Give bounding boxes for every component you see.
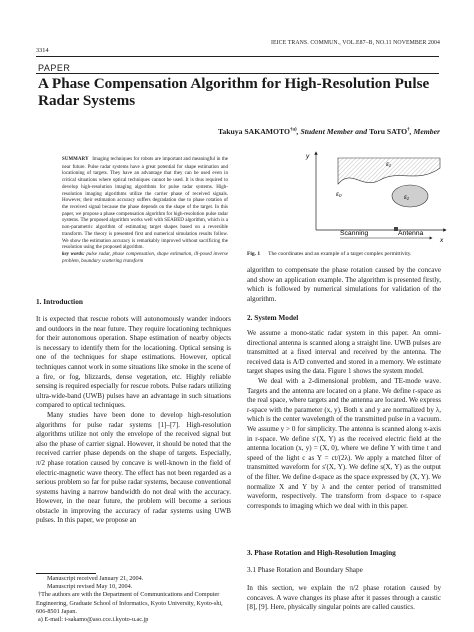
abstract-summary [62, 156, 228, 251]
running-head: IEICE TRANS. COMMUN., VOL.E87–B, NO.11 NOVEMBER 2004 [270, 40, 440, 46]
introduction-text [36, 315, 231, 526]
keywords-text: pulse radar, phase compensation, shape estimation, ill-posed inverse problem, boundary scattering transform [62, 251, 228, 264]
paper-title: A Phase Compensation Algorithm for High-Resolution Pulse Radar Systems [38, 75, 430, 109]
intro-paragraph-1: It is expected that rescue robots will autonomously wander indoors and outdoors in the near future. They require locationing techniques for their autonomous operation. Shape estimation of nearby objects is necessary to identify them for the locationing. Optical sensing is one of the techniques for shape estimations. However, optical techniques cannot work in some situations like smoke in the scene of a fire, or fog, blizzards, dense vegetation, etc. Highly reliable sensing is required especially for rescue robots. Pulse radars utilizing ultra-wide-band (UWB) pulses have an advantage in such situations compared to optical techniques. [36, 315, 231, 410]
author-name-1: Takuya SAKAMOTO [217, 127, 290, 136]
author-connector: and [353, 127, 370, 136]
author-mark-1: †a) [289, 127, 297, 133]
author-line [218, 127, 440, 136]
fig-label-y: y [306, 153, 310, 160]
figure-caption [247, 251, 441, 258]
footnote-revised: Manuscript revised May 10, 2004. [47, 583, 133, 591]
footnote-email: a) E-mail: t-sakamo@aso.cce.i.kyoto-u.ac.jp [38, 616, 149, 624]
target-ellipse [392, 185, 428, 207]
fig-label-eps1-target: ε₁ [404, 194, 409, 201]
figure-1 [300, 150, 448, 245]
fig-label-scanning: Scanning [340, 230, 369, 237]
author-role-1: , Student Member [296, 127, 354, 136]
abstract [62, 156, 228, 265]
keywords-label: key words: [62, 251, 85, 258]
figure-caption-label: Fig. 1 [247, 251, 261, 257]
footnote-rule [36, 573, 96, 574]
author-name-2: Toru SATO [369, 127, 408, 136]
fig-label-eps0: ε₀ [336, 191, 342, 198]
footnotes [36, 575, 231, 624]
phase-paragraph-1: In this section, we explain the π/2 phase rotation caused by concaves. A wave changes its phase after it passes through a caustic [8], [9]. Here, physically singular points are called caustics. [247, 584, 441, 612]
fig-label-x: x [440, 237, 444, 244]
page-number: 3314 [36, 47, 49, 54]
summary-label: SUMMARY [62, 157, 89, 162]
right-column-lead [247, 266, 441, 304]
author-mark-2: † [407, 127, 410, 133]
summary-text: Imaging techniques for robots are important and meaningful in the near future. Pulse radar systems have a great potential for shape estimation and locationing of targets. They have an advantage that they can be used even in critical situations where optical techniques cannot be used. It is thus required to develop high-resolution imaging algorithms for pulse radar systems. High-resolution imaging algorithms utilize the carrier phase of received signals. However, their estimation accuracy suffers degradation due to phase rotation of the received signal because the phase depends on the shape of the target. In this paper, we propose a phase compensation algorithm for high-resolution pulse radar systems. The proposed algorithm works well with SEABED algorithm, which is a non-parametric algorithm of estimating target shapes based on a reversible transform. The theory is presented first and numerical simulation results follow. We show the estimation accuracy is remarkably improved without sacrificing the resolution using the proposed algorithm. [62, 156, 229, 251]
footnote-affiliation: †The authors are with the Department of Communications and Computer Engineering, Graduate School of Informatics, Kyoto University, Kyoto-shi, 606-8501 Japan. [36, 591, 223, 615]
phase-rotation-text [247, 584, 441, 613]
section-heading-phase-rotation: 3. Phase Rotation and High-Resolution Imaging [247, 548, 396, 557]
title-rule [36, 73, 439, 74]
system-paragraph-1: We assume a mono-static radar system in this paper. An omni-directional antenna is scanned along a straight line. UWB pulses are transmitted at a fixed interval and received by the antenna. The received data is A/D converted and stored in a memory. We estimate target shapes using the data. Figure 1 shows the system model. [247, 329, 441, 376]
figure-caption-text: The coordinates and an example of a target complex permittivity. [268, 251, 412, 257]
fig-label-antenna: Antenna [398, 230, 424, 237]
author-role-2: , Member [409, 127, 440, 136]
paper-kind-label: PAPER [38, 63, 71, 73]
subsection-heading-boundary-shape: 3.1 Phase Rotation and Boundary Shape [247, 566, 363, 574]
section-heading-system-model: 2. System Model [247, 313, 299, 322]
header-rule [36, 56, 439, 57]
footnote-received: Manuscript received January 21, 2004. [47, 575, 144, 582]
fig-label-eps1-top: ε₁ [386, 161, 391, 168]
intro-paragraph-2: Many studies have been done to develop high-resolution algorithms for pulse radar systems [1]–[7]. High-resolution algorithms utilize not only the envelope of the received signal but also the phase of carrier signal. However, it should be noted that the received carrier phase depends on the shape of targets. Especially, π/2 phase rotation caused by concave is well-known in the field of electric-magnetic wave theory. The effect has not been regarded as a serious problem so far for pulse radar systems, because conventional systems having a narrow bandwidth do not deal with the accuracy. However, in the near future, the problem will become a serious obstacle in improving the accuracy of radar systems using UWB pulses. In this paper, we propose an [36, 410, 231, 525]
system-paragraph-2: We deal with a 2-dimensional problem, and TE-mode wave. Targets and the antenna are located on a plane. We define r-space as the real space, where targets and the antenna are located. We express r-space with the parameter (x, y). Both x and y are normalized by λ, which is the center wavelength of the transmitted pulse in a vacuum. We assume y > 0 for simplicity. The antenna is scanned along x-axis in r-space. We define s′(X, Y) as the received electric field at the antenna location (x, y) = (X, 0), where we define Y with time t and speed of the light c as Y = ct/(2λ). We apply a matched filter of transmitted waveform for s′(X, Y). We define s(X, Y) as the output of the filter. We define d-space as the space expressed by (X, Y). We normalize X and Y by λ and the center period of transmitted waveform, respectively. The transform from d-space to r-space corresponds to imaging which we deal with in this paper. [247, 376, 441, 510]
section-heading-introduction: 1. Introduction [36, 297, 83, 306]
abstract-keywords [62, 251, 228, 264]
right-paragraph-0: algorithm to compensate the phase rotation caused by the concave and show an application example. The algorithm is presented firstly, which is followed by numerical simulations for validation of the algorithm. [247, 266, 441, 303]
system-model-text [247, 329, 441, 511]
